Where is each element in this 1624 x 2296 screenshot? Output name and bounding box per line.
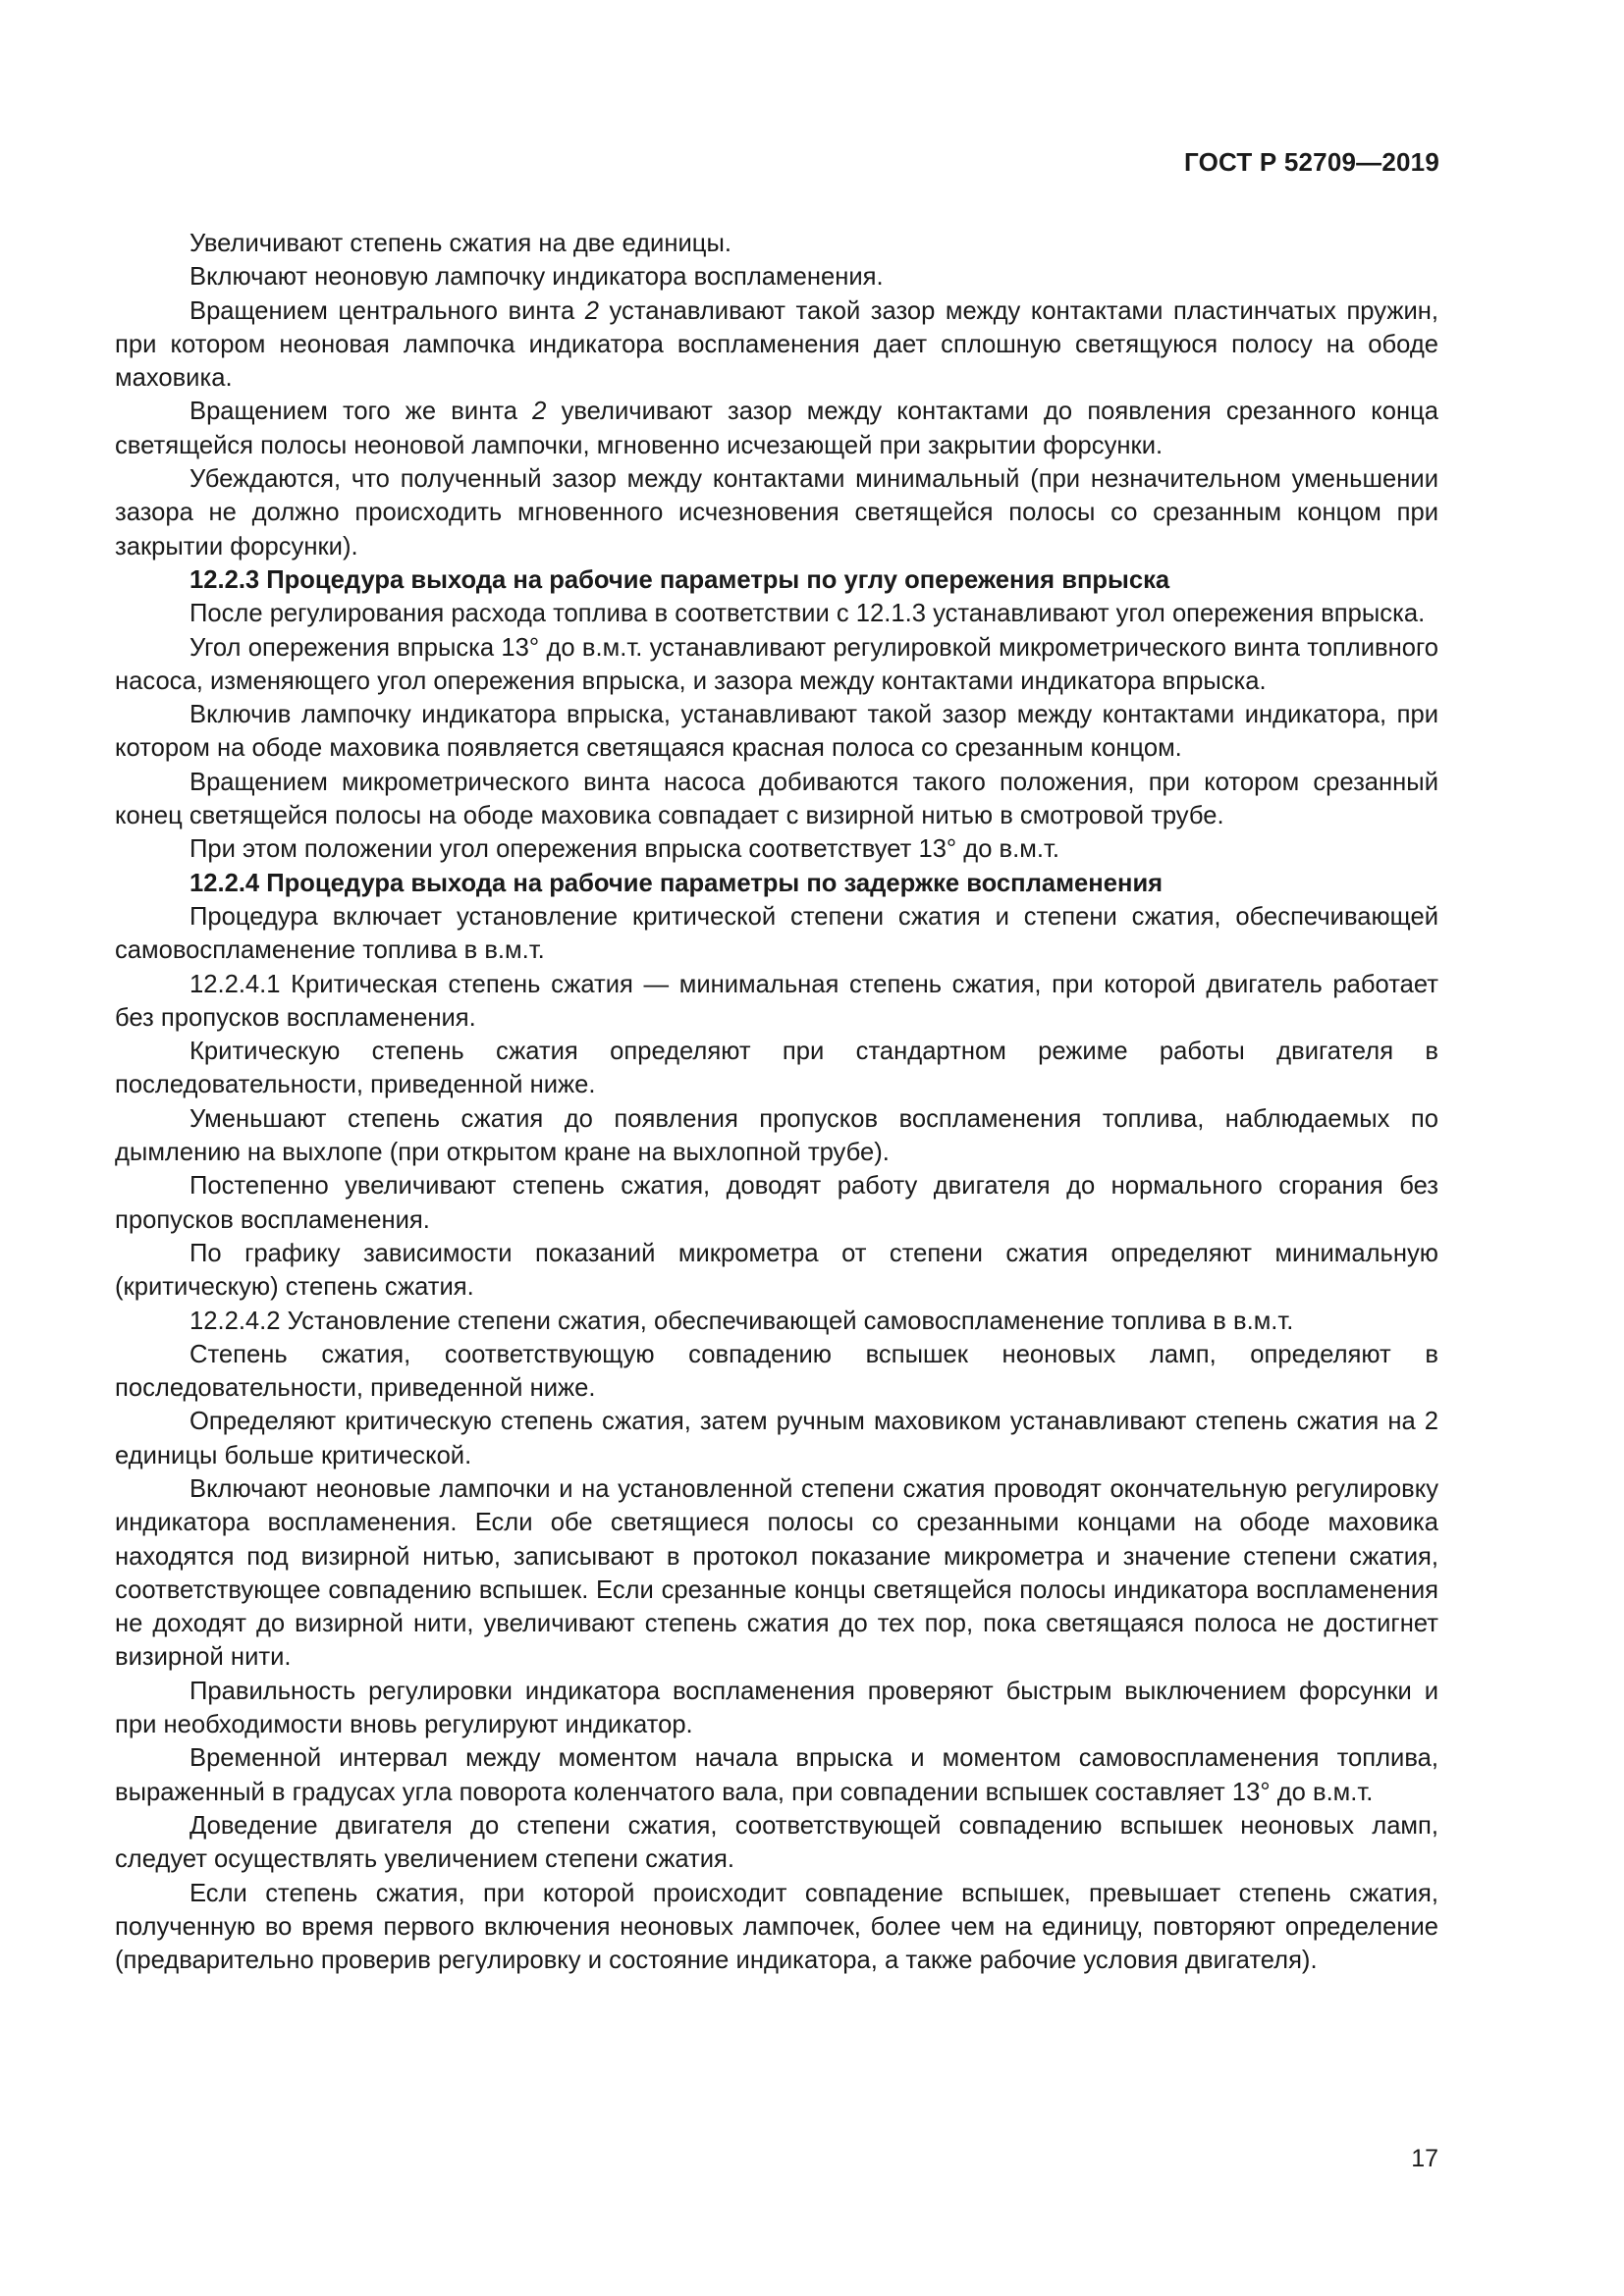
paragraph: Критическую степень сжатия определяют при стандартном режиме работы двигателя в последовательности, приведенной ниже. — [115, 1038, 1438, 1099]
paragraph: По графику зависимости показаний микрометра от степени сжатия определяют минимальную (критическую) степень сжатия. — [115, 1239, 1438, 1302]
paragraph: Определяют критическую степень сжатия, затем ручным маховиком устанавливают степень сжатия на 2 единицы больше критической. — [115, 1408, 1438, 1469]
paragraph: Включив лампочку индикатора впрыска, устанавливают такой зазор между контактами индикатора, при котором на ободе маховика появляется светящаяся красная полоса со срезанным концом. — [115, 701, 1438, 763]
paragraph-text: устанавливают такой зазор между контактами пластинчатых пружин, при котором неоновая лампочка индикатора воспламенения дает сплошную светящуюся полосу на ободе маховика. — [115, 296, 1438, 393]
page-number: 17 — [1411, 2145, 1438, 2172]
paragraph: Включают неоновую лампочку индикатора воспламенения. — [189, 263, 884, 292]
paragraph: Включают неоновые лампочки и на установленной степени сжатия проводят окончательную регулировку индикатора воспламенения. Если обе светящиеся полосы со срезанными концами на ободе маховика находятся под визирной нитью, записывают в протокол показание микрометра и значение степени сжатия, соответствующее совпадению вспышек. Если срезанные концы светящейся полосы индикатора воспламенения не доходят до визирной нити, увеличивают степень сжатия до тех пор, пока светящаяся полоса не достигнет визирной нити. — [115, 1474, 1438, 1672]
body-text — [115, 227, 1438, 1977]
paragraph: При этом положении угол опережения впрыска соответствует 13° до в.м.т. — [189, 835, 1059, 864]
paragraph: Степень сжатия, соответствующую совпадению вспышек неоновых ламп, определяют в последовательности, приведенной ниже. — [115, 1340, 1438, 1403]
paragraph: Убеждаются, что полученный зазор между контактами минимальный (при незначительном уменьшении зазора не должно происходить мгновенного исчезновения светящейся полосы со срезанным концом при закрытии форсунки). — [115, 465, 1438, 561]
figure-ref: 2 — [584, 296, 599, 325]
paragraph: 12.2.4.2 Установление степени сжатия, обеспечивающей самовоспламенение топлива в в.м.т. — [189, 1307, 1294, 1335]
paragraph: Правильность регулировки индикатора воспламенения проверяют быстрым выключением форсунки и при необходимости вновь регулируют индикатор. — [115, 1677, 1438, 1739]
paragraph: Доведение двигателя до степени сжатия, соответствующей совпадению вспышек неоновых ламп, следует осуществлять увеличением степени сжатия. — [115, 1811, 1438, 1874]
paragraph-text: Вращением центрального винта — [189, 296, 585, 325]
paragraph: Если степень сжатия, при которой происходит совпадение вспышек, превышает степень сжатия, полученную во время первого включения неоновых лампочек, более чем на единицу, повторяют определение (предварительно проверив регулировку и состояние индикатора, а также рабочие условия двигателя). — [115, 1879, 1438, 1975]
paragraph: 12.2.4.1 Критическая степень сжатия — минимальная степень сжатия, при которой двигатель работает без пропусков воспламенения. — [115, 970, 1438, 1032]
standard-header: ГОСТ Р 52709—2019 — [1184, 147, 1439, 177]
paragraph-text: Вращением того же винта — [189, 398, 533, 426]
paragraph-text: увеличивают зазор между контактами до появления срезанного конца светящейся полосы неоновой лампочки, мгновенно исчезающей при закрытии форсунки. — [115, 398, 1438, 459]
section-heading: 12.2.4 Процедура выхода на рабочие параметры по задержке воспламенения — [189, 869, 1164, 897]
paragraph: Процедура включает установление критической степени сжатия и степени сжатия, обеспечивающей самовоспламенение топлива в в.м.т. — [115, 902, 1438, 965]
paragraph: Увеличивают степень сжатия на две единицы. — [189, 230, 731, 257]
paragraph: Постепенно увеличивают степень сжатия, доводят работу двигателя до нормального сгорания без пропусков воспламенения. — [115, 1172, 1438, 1234]
figure-ref: 2 — [532, 398, 547, 426]
paragraph: Угол опережения впрыска 13° до в.м.т. устанавливают регулировкой микрометрического винта топливного насоса, изменяющего угол опережения впрыска, и зазора между контактами индикатора впрыска. — [115, 633, 1438, 695]
paragraph: Вращением микрометрического винта насоса добиваются такого положения, при котором срезанный конец светящейся полосы на ободе маховика совпадает с визирной нитью в смотровой трубе. — [115, 768, 1438, 830]
paragraph: Уменьшают степень сжатия до появления пропусков воспламенения топлива, наблюдаемых по дымлению на выхлопе (при открытом кране на выхлопной трубе). — [115, 1104, 1438, 1167]
paragraph — [115, 294, 1438, 396]
section-heading: 12.2.3 Процедура выхода на рабочие параметры по углу опережения впрыска — [189, 565, 1170, 594]
paragraph: Временной интервал между моментом начала впрыска и моментом самовоспламенения топлива, выраженный в градусах угла поворота коленчатого вала, при совпадении вспышек составляет 13° до в.м.т. — [115, 1744, 1438, 1806]
paragraph — [115, 395, 1438, 462]
paragraph: После регулирования расхода топлива в соответствии с 12.1.3 устанавливают угол опережения впрыска. — [189, 600, 1426, 628]
